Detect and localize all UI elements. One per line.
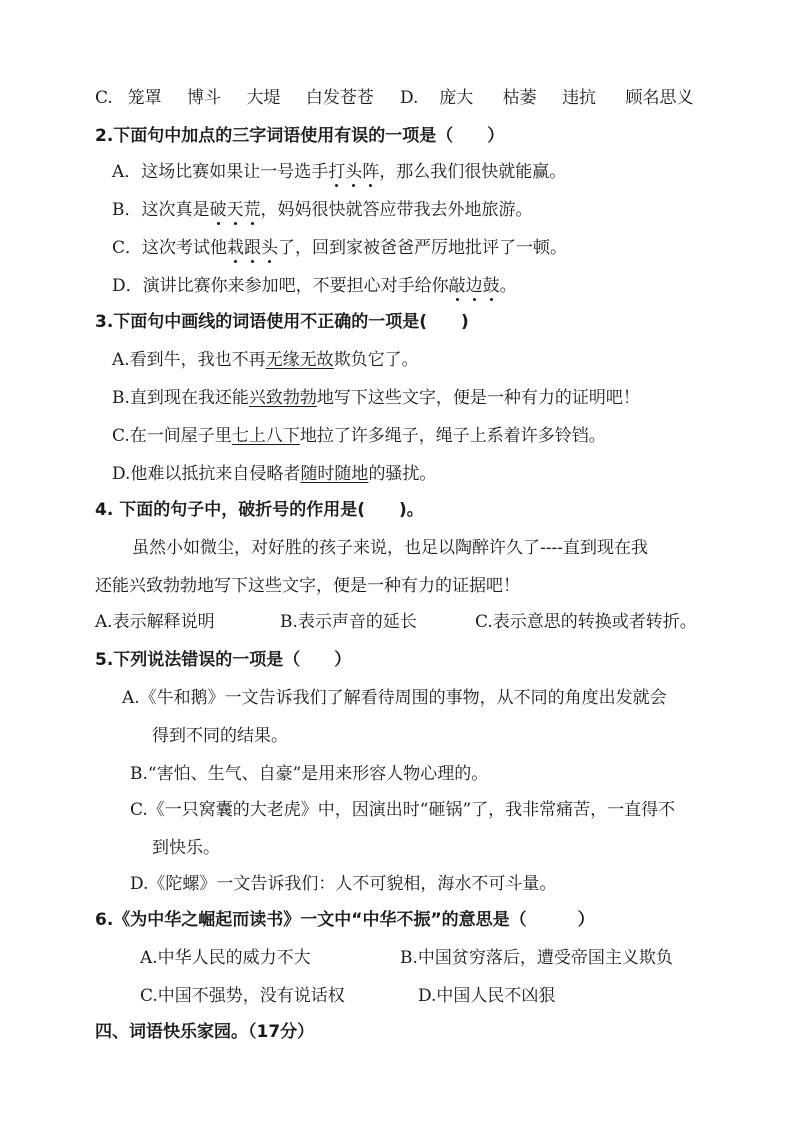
question-3-stem: 3.下面句中画线的词语使用不正确的一项是( ) xyxy=(95,312,469,332)
q5-option-b: B.“害怕、生气、自豪”是用来形容人物心理的。 xyxy=(130,764,489,784)
underlined-phrase: 七上八下 xyxy=(231,426,300,446)
word: 笼罩 xyxy=(127,88,162,108)
q1-option-c xyxy=(95,86,374,110)
q4-option-b: B.表示声音的延长 xyxy=(280,612,417,632)
q1-option-d xyxy=(400,86,693,110)
word: 大堤 xyxy=(246,88,281,108)
text: 地写下这些文字，便是一种有力的证明吧！ xyxy=(316,388,640,408)
q5-option-d: D.《陀螺》一文告诉我们：人不可貌相，海水不可斗量。 xyxy=(130,874,557,894)
dotted-char: 荒 xyxy=(243,200,261,220)
dotted-char: 跟 xyxy=(244,238,262,258)
q4-option-c: C.表示意思的转换或者转折。 xyxy=(475,612,697,632)
word: 博斗 xyxy=(187,88,222,108)
q5-option-c-line-2: 到快乐。 xyxy=(152,838,220,858)
question-5-stem: 5.下列说法错误的一项是（ ） xyxy=(95,650,352,670)
text: B．这次真是 xyxy=(112,200,210,220)
question-2-stem: 2.下面句中加点的三字词语使用有误的一项是（ ） xyxy=(95,126,505,146)
dotted-char: 栽 xyxy=(227,238,245,258)
word: 违抗 xyxy=(562,88,597,108)
dotted-char: 天 xyxy=(226,200,244,220)
text: D.他难以抵抗来自侵略者 xyxy=(112,464,301,484)
option-label: C. xyxy=(95,88,113,108)
q6-option-c: C.中国不强势，没有说话权 xyxy=(140,986,345,1006)
q6-option-d: D.中国人民不凶狠 xyxy=(418,986,556,1006)
dotted-char: 头 xyxy=(261,238,279,258)
q3-option-d xyxy=(112,462,436,486)
q4-passage-line-2: 还能兴致勃勃地写下这些文字，便是一种有力的证据吧！ xyxy=(95,576,520,596)
underlined-phrase: 无缘无故 xyxy=(265,350,334,370)
word: 白发苍苍 xyxy=(305,88,374,108)
q3-option-c xyxy=(112,424,606,448)
word: 顾名思义 xyxy=(625,88,694,108)
text: ，那么我们很快就能赢。 xyxy=(379,162,567,182)
text: 了，回到家被爸爸严厉地批评了一顿。 xyxy=(278,238,568,258)
q4-option-a: A.表示解释说明 xyxy=(95,612,215,632)
question-4-stem: 4. 下面的句子中，破折号的作用是( )。 xyxy=(95,500,424,520)
dotted-char: 边 xyxy=(465,276,483,296)
q2-option-d xyxy=(112,274,517,298)
q5-option-c-line-1: C.《一只窝囊的大老虎》中，因演出时“砸锅”了，我非常痛苦，一直得不 xyxy=(130,800,676,820)
text: A．这场比赛如果让一号选手 xyxy=(112,162,329,182)
text: C．这次考试他 xyxy=(112,238,228,258)
q2-option-a xyxy=(112,160,566,184)
text: 欺负它了。 xyxy=(333,350,419,370)
text: 的骚扰。 xyxy=(368,464,437,484)
q2-option-b xyxy=(112,198,533,222)
text: A.看到牛，我也不再 xyxy=(112,350,266,370)
text: C.在一间屋子里 xyxy=(112,426,232,446)
q4-passage-line-1: 虽然小如微尘，对好胜的孩子来说，也足以陶醉许久了----直到现在我 xyxy=(132,538,648,558)
underlined-phrase: 兴致勃勃 xyxy=(248,388,317,408)
text: ，妈妈很快就答应带我去外地旅游。 xyxy=(260,200,533,220)
question-6-stem: 6.《为中华之崛起而读书》一文中“中华不振”的意思是（ ） xyxy=(95,910,595,930)
section-4-heading: 四、词语快乐家园。（17分） xyxy=(95,1022,315,1042)
dotted-char: 头 xyxy=(345,162,363,182)
text: 地拉了许多绳子，绳子上系着许多铃铛。 xyxy=(299,426,606,446)
q2-option-c xyxy=(112,236,567,260)
option-label: D. xyxy=(400,88,419,108)
q5-option-a-line-1: A.《牛和鹅》一文告诉我们了解看待周围的事物，从不同的角度出发就会 xyxy=(122,688,667,708)
dotted-char: 破 xyxy=(209,200,227,220)
underlined-phrase: 随时随地 xyxy=(300,464,369,484)
word: 庞大 xyxy=(439,88,474,108)
text: 。 xyxy=(499,276,517,296)
dotted-char: 阵 xyxy=(362,162,380,182)
dotted-char: 敲 xyxy=(448,276,466,296)
dotted-char: 打 xyxy=(328,162,346,182)
q6-option-b: B.中国贫穷落后，遭受帝国主义欺负 xyxy=(400,948,673,968)
q6-option-a: A.中华人民的威力不大 xyxy=(140,948,311,968)
q3-option-b xyxy=(112,386,640,410)
q5-option-a-line-2: 得到不同的结果。 xyxy=(152,726,288,746)
dotted-char: 鼓 xyxy=(482,276,500,296)
text: D．演讲比赛你来参加吧，不要担心对手给你 xyxy=(112,276,449,296)
text: B.直到现在我还能 xyxy=(112,388,249,408)
q3-option-a xyxy=(112,348,419,372)
word: 枯萎 xyxy=(502,88,537,108)
